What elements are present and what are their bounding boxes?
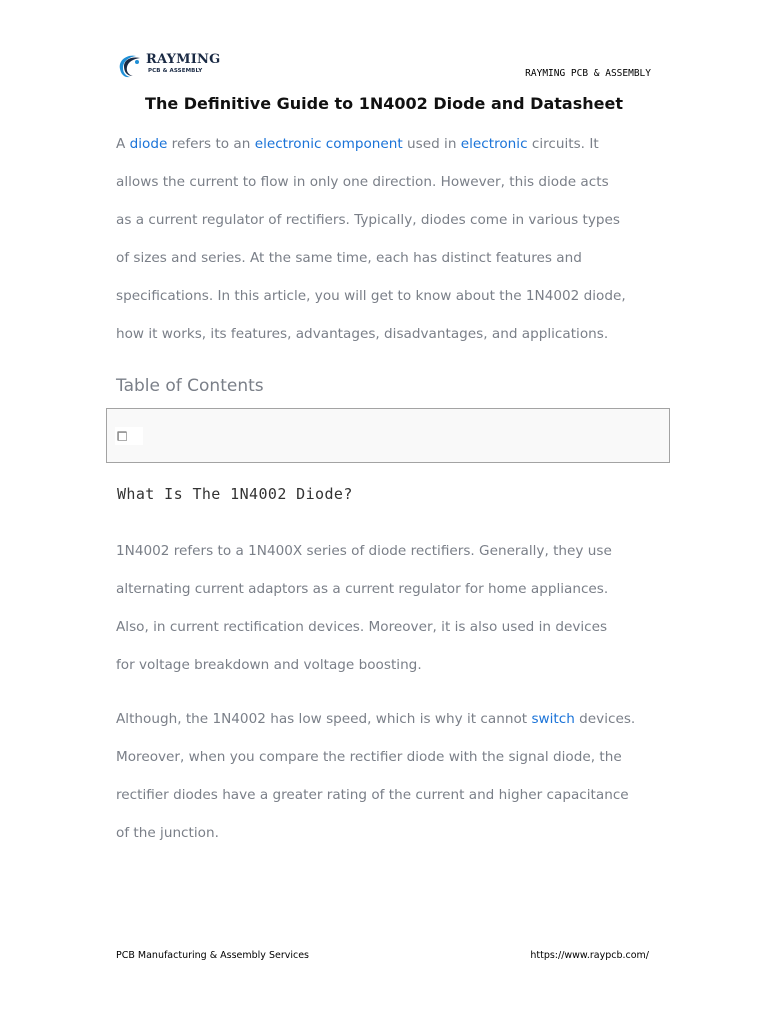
paragraph-line: 1N4002 refers to a 1N400X series of diode rectifiers. Generally, they use bbox=[116, 543, 612, 559]
paragraph-line: for voltage breakdown and voltage boosting. bbox=[116, 657, 422, 673]
header-company-name: RAYMING PCB & ASSEMBLY bbox=[525, 68, 651, 79]
paragraph-line: of sizes and series. At the same time, each has distinct features and bbox=[116, 250, 582, 266]
diode-link[interactable]: diode bbox=[129, 136, 168, 152]
paragraph-line: specifications. In this article, you will get to know about the 1N4002 diode, bbox=[116, 288, 626, 304]
section-paragraph-2 bbox=[116, 700, 676, 852]
paragraph-line: Moreover, when you compare the rectifier diode with the signal diode, the bbox=[116, 749, 622, 765]
intro-paragraph bbox=[116, 125, 676, 353]
paragraph-line: A diode refers to an electronic component used in electronic circuits. It bbox=[116, 136, 599, 152]
toc-toggle-button[interactable] bbox=[115, 427, 143, 445]
section-heading: What Is The 1N4002 Diode? bbox=[117, 485, 353, 503]
switch-link[interactable]: switch bbox=[531, 711, 575, 727]
paragraph-line: rectifier diodes have a greater rating of the current and higher capacitance bbox=[116, 787, 629, 803]
paragraph-line: allows the current to flow in only one direction. However, this diode acts bbox=[116, 174, 609, 190]
paragraph-line: Although, the 1N4002 has low speed, which is why it cannot switch devices. bbox=[116, 711, 636, 727]
paragraph-line: alternating current adaptors as a current regulator for home appliances. bbox=[116, 581, 609, 597]
paragraph-line: how it works, its features, advantages, disadvantages, and applications. bbox=[116, 326, 609, 342]
toc-container bbox=[106, 408, 670, 463]
section-paragraph-1 bbox=[116, 532, 676, 684]
document-title: The Definitive Guide to 1N4002 Diode and Datasheet bbox=[145, 94, 623, 113]
toc-toggle-icon bbox=[117, 431, 127, 441]
paragraph-line: Also, in current rectification devices. Moreover, it is also used in devices bbox=[116, 619, 608, 635]
paragraph-line: as a current regulator of rectifiers. Typically, diodes come in various types bbox=[116, 212, 620, 228]
electronic-component-link[interactable]: electronic component bbox=[254, 136, 403, 152]
logo-subtitle: PCB & ASSEMBLY bbox=[148, 68, 203, 74]
toc-heading: Table of Contents bbox=[116, 376, 264, 396]
electronic-link[interactable]: electronic bbox=[460, 136, 528, 152]
rayming-logo-mark-icon bbox=[116, 51, 146, 81]
footer-url: https://www.raypcb.com/ bbox=[530, 950, 649, 961]
rayming-logo bbox=[116, 51, 226, 81]
paragraph-line: of the junction. bbox=[116, 825, 219, 841]
footer-services-text: PCB Manufacturing & Assembly Services bbox=[116, 950, 310, 961]
logo-name: RAYMING bbox=[146, 52, 221, 67]
